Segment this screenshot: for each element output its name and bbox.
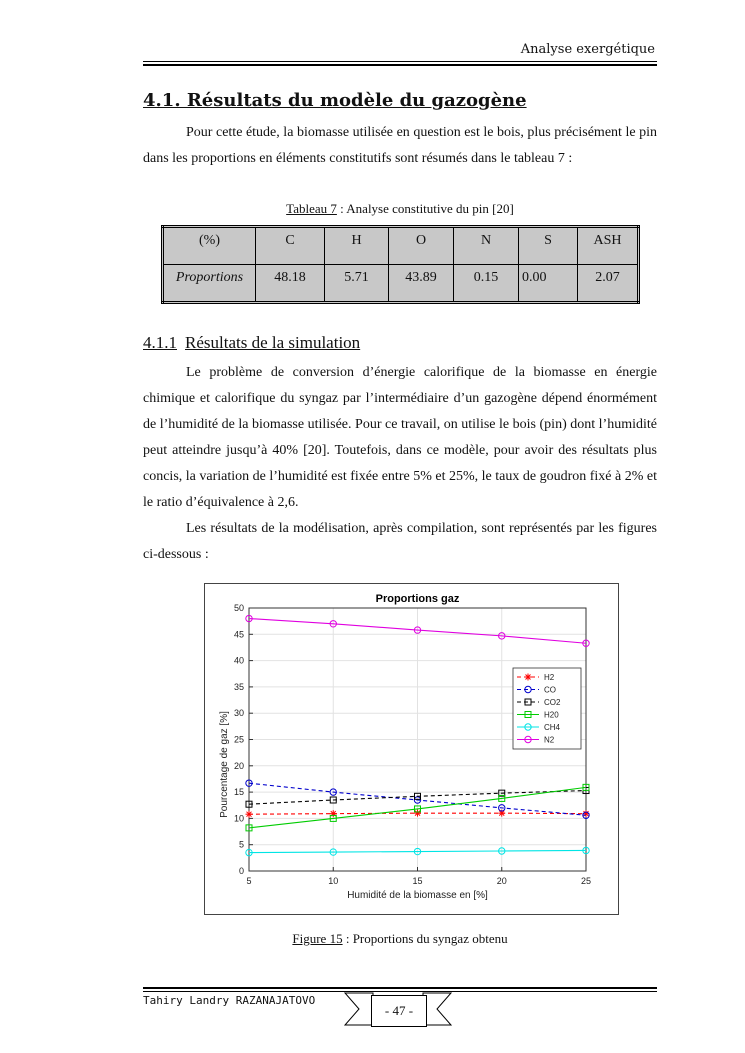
legend-label-co2: CO2 xyxy=(544,698,561,707)
x-axis-label: Humidité de la biomasse en [%] xyxy=(347,890,488,901)
y-tick-label: 35 xyxy=(233,681,244,692)
section-title: 4.1. Résultats du modèle du gazogène xyxy=(143,90,527,111)
running-header: Analyse exergétique xyxy=(520,42,655,57)
header-rule-thin xyxy=(143,61,657,62)
table-header-cell: (%) xyxy=(163,227,256,265)
y-tick-label: 40 xyxy=(233,655,244,666)
header-rule-thick xyxy=(143,64,657,66)
results-paragraph: Les résultats de la modélisation, après compilation, sont représentés par les figures ci-dessous : xyxy=(143,521,657,562)
y-tick-label: 5 xyxy=(238,839,244,850)
chart-frame xyxy=(204,583,619,915)
table-header-cell: C xyxy=(256,227,325,265)
x-tick-label: 10 xyxy=(328,876,339,886)
data-point-h2 xyxy=(246,811,253,818)
table-cell: 48.18 xyxy=(256,265,325,303)
intro-paragraph: Pour cette étude, la biomasse utilisée en question est le bois, plus précisément le pin dans les proportions en éléments constitutifs sont résumés dans le tableau 7 : xyxy=(143,125,657,166)
legend-marker-h2 xyxy=(525,674,532,681)
figure-caption xyxy=(143,931,657,947)
legend-label-n2: N2 xyxy=(544,735,555,745)
legend-label-ch4: CH4 xyxy=(544,723,561,732)
y-tick-label: 20 xyxy=(233,760,244,771)
legend-label-h20: H20 xyxy=(544,710,559,720)
figure-caption-text: : Proportions du syngaz obtenu xyxy=(342,931,508,946)
y-tick-label: 25 xyxy=(233,734,244,745)
composition-table xyxy=(161,225,640,304)
gas-proportions-chart xyxy=(205,584,618,914)
table-header-cell: ASH xyxy=(578,227,639,265)
table-cell: 5.71 xyxy=(325,265,389,303)
table-caption-label: Tableau 7 xyxy=(286,201,337,216)
footer-rule-thick xyxy=(143,987,657,989)
y-tick-label: 50 xyxy=(233,603,244,613)
table-header-cell: N xyxy=(454,227,519,265)
subsection-title: 4.1.1 Résultats de la simulation xyxy=(143,333,361,352)
x-tick-label: 25 xyxy=(580,876,592,886)
y-tick-label: 45 xyxy=(233,629,244,640)
simulation-paragraph: Le problème de conversion d’énergie calorifique de la biomasse en énergie chimique et calorifique du syngaz par l’intermédiaire d’un gazogène dépend énormément de l’humidité de la biomasse utilisée. Pour ce travail, on utilise le bois (pin) dont l’humidité peut atteindre jusqu’à 40% [20]. Toutefois, dans ce modèle, pour avoir des résultats plus concis, la variation de l’humidité est fixée entre 5% et 25%, le taux de goudron fixé à 2% et le ratio d’équivalence à 2,6. xyxy=(143,365,657,510)
table-row xyxy=(163,265,639,303)
y-tick-label: 10 xyxy=(233,813,244,824)
y-tick-label: 0 xyxy=(238,866,244,876)
table-row-label: Proportions xyxy=(163,265,256,303)
data-point-h2 xyxy=(414,810,421,817)
legend-label-co: CO xyxy=(544,685,556,695)
table-cell: 2.07 xyxy=(578,265,639,303)
x-tick-label: 15 xyxy=(412,876,423,886)
y-tick-label: 30 xyxy=(233,708,244,719)
x-tick-label: 20 xyxy=(496,876,507,886)
table-caption-text: : Analyse constitutive du pin [20] xyxy=(336,201,514,216)
table-caption xyxy=(143,201,657,217)
table-header-cell: H xyxy=(325,227,389,265)
table-header-cell: O xyxy=(389,227,454,265)
table-header-cell: S xyxy=(519,227,578,265)
table-cell: 0.00 xyxy=(519,265,578,303)
y-tick-label: 15 xyxy=(233,787,244,798)
y-axis-label: Pourcentage de gaz [%] xyxy=(219,711,230,818)
footer-author: Tahiry Landry RAZANAJATOVO xyxy=(143,994,316,1007)
figure-caption-label: Figure 15 xyxy=(292,931,343,946)
table-cell: 0.15 xyxy=(454,265,519,303)
data-point-h2 xyxy=(330,810,337,817)
legend-label-h2: H2 xyxy=(544,673,555,682)
x-tick-label: 5 xyxy=(246,876,252,886)
page-number: - 47 - xyxy=(371,995,427,1027)
table-header-row xyxy=(163,227,639,265)
chart-title: Proportions gaz xyxy=(375,593,460,605)
table-cell: 43.89 xyxy=(389,265,454,303)
